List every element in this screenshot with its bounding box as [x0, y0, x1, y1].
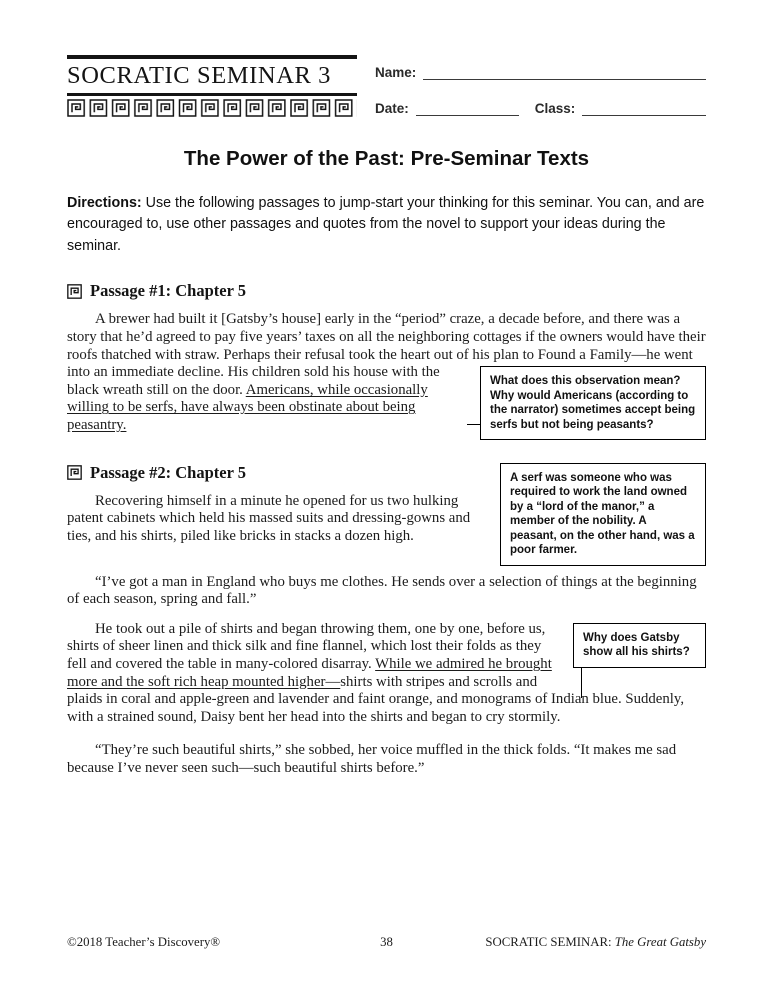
- passage1-underlined-text: Americans, while occasionally willing to be serfs, have always been obstinate about being peasantry.: [67, 381, 428, 433]
- callout-serf-definition-box: [500, 463, 706, 566]
- class-input-line[interactable]: [582, 102, 706, 116]
- footer-novel-title: The Great Gatsby: [614, 935, 706, 949]
- page-number: 38: [380, 935, 393, 949]
- date-input-line[interactable]: [416, 102, 519, 116]
- passage2-para2: “I’ve got a man in England who buys me clothes. He sends over a selection of things at the beginning of each season, spring and fall.”: [67, 573, 697, 608]
- student-fields: [375, 65, 706, 116]
- passage2-para1: Recovering himself in a minute he opened for us two hulking patent cabinets which held his massed suits and dressing-gowns and ties, and his shirts, piled like bricks in stacks a dozen high.: [67, 492, 471, 544]
- directions: [67, 193, 706, 258]
- page-title: The Power of the Past: Pre-Seminar Texts: [183, 146, 590, 170]
- logo-top-bar: [67, 55, 357, 59]
- passage2-para3-underlined-text: While we admired he brought more and the soft rich heap mounted higher—: [67, 655, 552, 690]
- callout-shirts-box: [573, 623, 706, 668]
- passage2-para3-text-a: He took out a pile of shirts and began throwing them, one by one, before us, shirts of sheer linen and thick silk and fine flannel, which lost their folds as they fell and covered the table in many-colored disarray.: [67, 620, 546, 672]
- callout-shirts-text: Why does Gatsby show all his shirts?: [583, 631, 690, 659]
- callout-observation-text: What does this observation mean? Why would Americans (according to the narrator) sometimes accept being serfs but not being peasants?: [490, 375, 696, 431]
- date-class-row: [375, 101, 706, 116]
- callout-observation-box: [480, 366, 706, 440]
- callout-serf-definition-text: A serf was someone who was required to work the land owned by a “lord of the manor,” a member of the nobility. A peasant, on the other hand, was a poor farmer.: [510, 471, 695, 557]
- footer-series-label: SOCRATIC SEMINAR:: [485, 935, 615, 949]
- greek-key-icon: [67, 465, 82, 480]
- logo-title: SOCRATIC SEMINAR 3: [67, 62, 332, 89]
- greek-key-border-icon: [67, 99, 357, 117]
- passage2-section: [67, 447, 706, 557]
- passage1-text-b: sold his house with the black wreath still on the door.: [67, 364, 440, 398]
- date-label: Date:: [375, 101, 409, 116]
- passage1-body: [67, 311, 706, 434]
- directions-text: Use the following passages to jump-start your thinking for this seminar. You can, and are encouraged to, use other passages and quotes from the novel to support your ideas during the seminar.: [67, 194, 705, 254]
- name-input-line[interactable]: [423, 66, 706, 80]
- passage1-heading-text: Passage #1: Chapter 5: [90, 281, 246, 301]
- name-label: Name:: [375, 65, 417, 80]
- name-row: [375, 65, 706, 80]
- greek-key-icon: [67, 284, 82, 299]
- passage2-heading-text: Passage #2: Chapter 5: [90, 462, 246, 482]
- footer-book-title: [393, 935, 706, 950]
- passage2-para4: “They’re such beautiful shirts,” she sobbed, her voice muffled in the thick folds. “It makes me sad because I’ve never seen such—such beautiful shirts before.”: [67, 742, 677, 776]
- logo-rule: [67, 93, 357, 96]
- passage2-heading: [67, 463, 486, 483]
- socratic-seminar-logo: [67, 55, 357, 117]
- copyright-text: ©2018 Teacher’s Discovery®: [67, 935, 221, 949]
- passage1-text-a: A brewer had built it [Gatsby’s house] early in the “period” craze, a decade before, and there was a story that he’d agreed to pay five years’ taxes on all the neighboring cottages if the owners would have their roofs thatched with straw. Perhaps their refusal took the heart out of his plan to Found a Family—he went into an immediate decline. His children: [67, 311, 706, 381]
- directions-label: Directions:: [67, 194, 142, 211]
- page-header: [67, 55, 706, 117]
- passage2-para3-text-b: shirts with stripes and scrolls and plaids in coral and apple-green and lavender and faint orange, and monograms of Indian blue. Suddenly, with a strained sound, Daisy bent her head into the shirts and began to cry stormily.: [67, 673, 685, 725]
- passage2-para3: [67, 621, 706, 727]
- page-footer: [67, 935, 706, 950]
- passage1-heading: [67, 281, 706, 301]
- class-label: Class:: [534, 101, 576, 116]
